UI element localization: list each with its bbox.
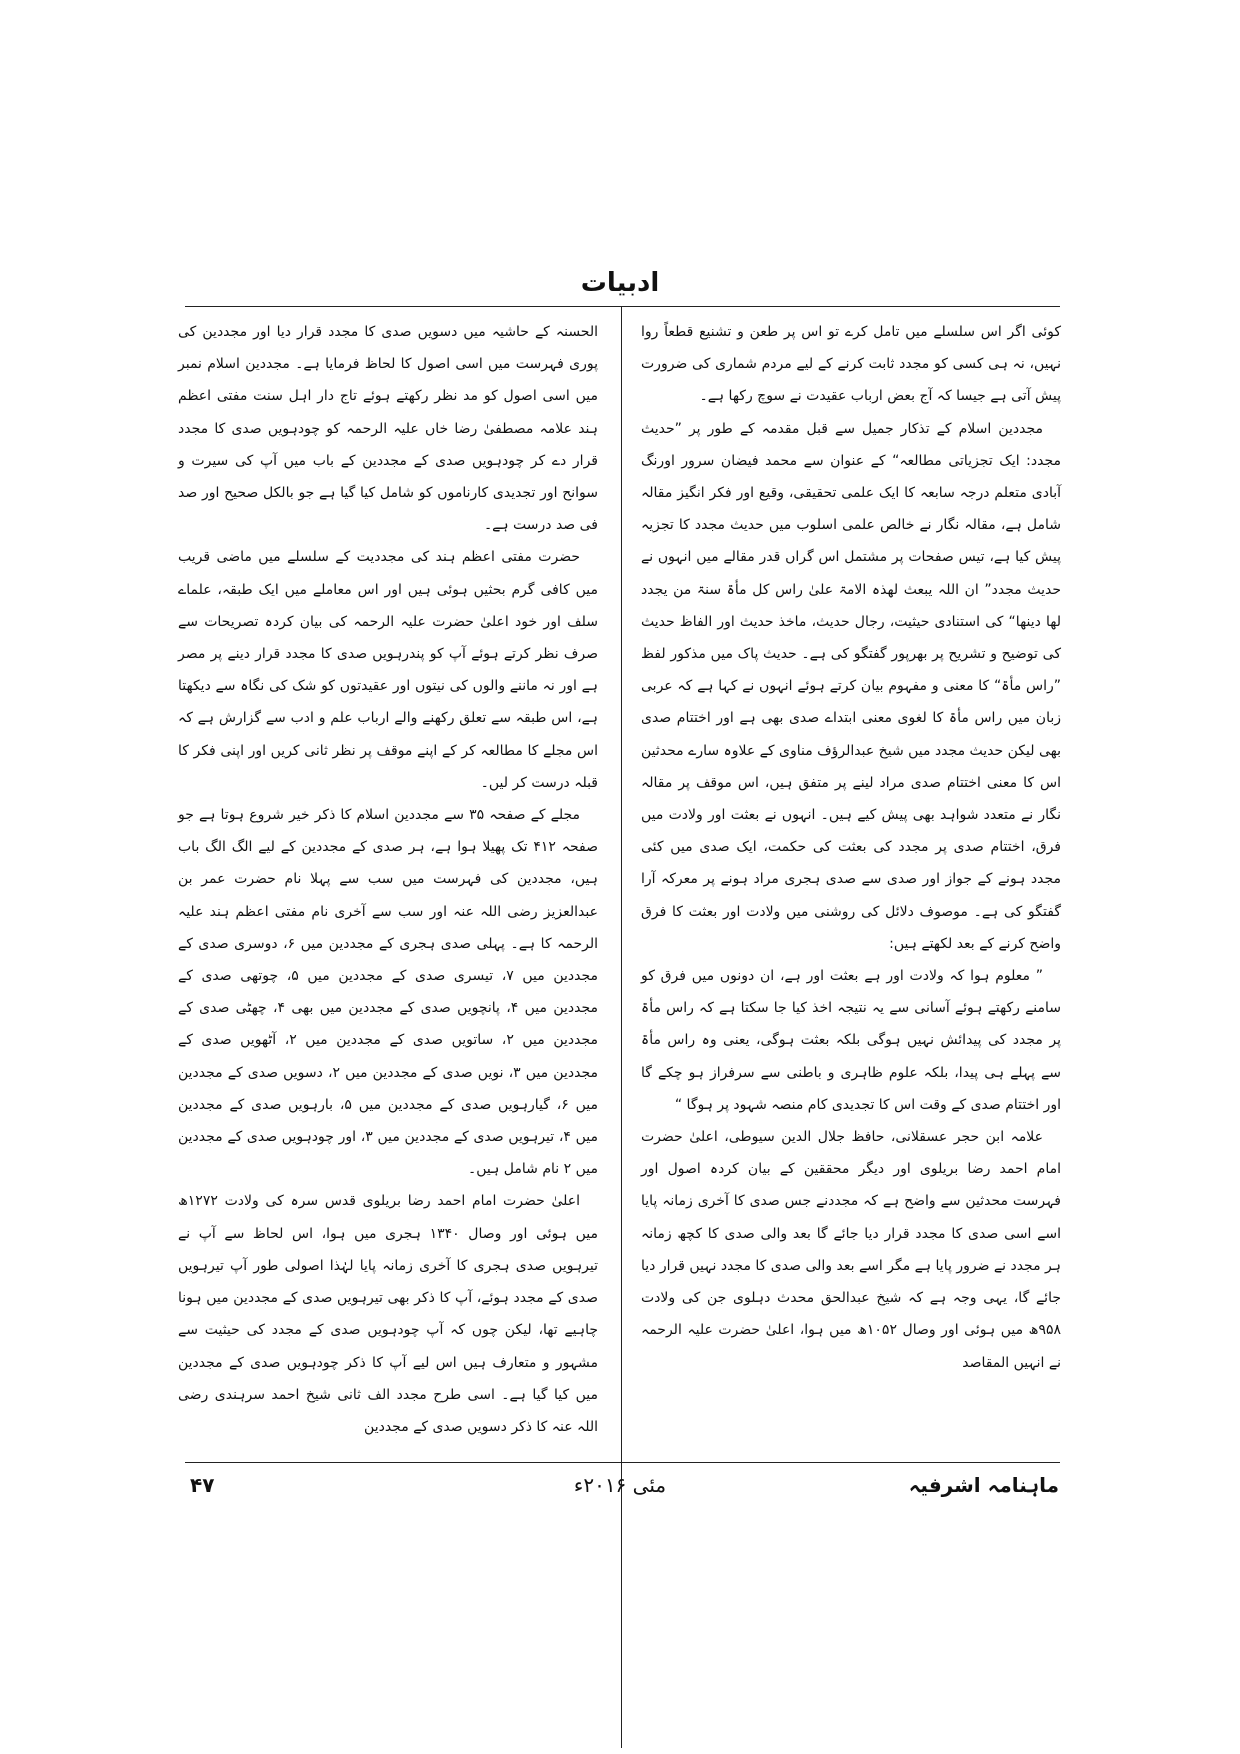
paragraph: مجددین اسلام کے تذکار جمیل سے قبل مقدمہ کے طور پر ”حدیث مجدد: ایک تجزیاتی مطالعہ“ کے عنوان سے محمد فیضان سرور اورنگ آبادی متعلم درجہ سابعہ کا ایک علمی تحقیقی، وقیع اور فکر انگیز مقالہ شامل ہے، مقالہ نگار نے خالص علمی اسلوب میں حدیث مجدد کا تجزیہ پیش کیا ہے، تیس صفحات پر مشتمل اس گراں قدر مقالے میں انہوں نے حدیث مجدد” ان اللہ یبعث لھذہ الامۃ علیٰ راس کل مأۃ سنۃ من یجدد لھا دینھا“ کی استنادی حیثیت، رجال حدیث، ماخذ حدیث اور الفاظ حدیث کی توضیح و تشریح پر بھرپور گفتگو کی ہے۔ حدیث پاک میں مذکور لفظ ”راس مأۃ“ کا معنی و مفہوم بیان کرتے ہوئے انہوں نے کہا ہے کہ عربی زبان میں راس مأۃ کا لغوی معنی ابتداے صدی بھی ہے اور اختتام صدی بھی لیکن حدیث مجدد میں شیخ عبدالرؤف مناوی کے علاوہ سارے محدثین اس کا معنی اختتام صدی مراد لینے پر متفق ہیں، اس موقف پر مقالہ نگار نے متعدد شواہد بھی پیش کیے ہیں۔ انہوں نے بعثت اور ولادت میں فرق، اختتام صدی پر مجدد کی بعثت کی حکمت، ایک صدی میں کئی مجدد ہونے کے جواز اور صدی سے صدی ہجری مراد ہونے پر معرکہ آرا گفتگو کی ہے۔ موصوف دلائل کی روشنی میں ولادت اور بعثت کا فرق واضح کرنے کے بعد لکھتے ہیں: bbox=[641, 420, 1061, 952]
paragraph: اعلیٰ حضرت امام احمد رضا بریلوی قدس سرہ کی ولادت ۱۲۷۲ھ میں ہوئی اور وصال ۱۳۴۰ ہجری میں ہوا، اس لحاظ سے آپ نے تیرہویں صدی ہجری کا آخری زمانہ پایا لہٰذا اصولی طور آپ تیرہویں صدی کے مجدد ہوئے، آپ کا ذکر بھی تیرہویں صدی کے مجددین میں ہونا چاہیے تھا، لیکن چوں کہ آپ چودہویں صدی کے مجدد کی حیثیت سے مشہور و متعارف ہیں اس لیے آپ کا ذکر چودہویں صدی کے مجددین میں کیا گیا ہے۔ اسی طرح مجدد الف ثانی شیخ احمد سرہندی رضی اللہ عنہ کا ذکر دسویں صدی کے مجددین bbox=[178, 1193, 598, 1435]
issue-date: مئی ۲۰۱۶ء bbox=[573, 1473, 667, 1497]
paragraph: کوئی اگر اس سلسلے میں تامل کرے تو اس پر طعن و تشنیع قطعاً روا نہیں، نہ ہی کسی کو مجدد ثابت کرنے کے لیے مردم شماری کی ضرورت پیش آتی ہے جیسا کہ آج بعض ارباب عقیدت نے سوچ رکھا ہے۔ bbox=[641, 324, 1061, 405]
footer-rule bbox=[185, 1462, 1060, 1463]
paragraph: حضرت مفتی اعظم ہند کی مجددیت کے سلسلے میں ماضی قریب میں کافی گرم بحثیں ہوئی ہیں اور اس معاملے میں ایک طبقہ، علماے سلف اور خود اعلیٰ حضرت علیہ الرحمہ کی بیان کردہ تصریحات سے صرف نظر کرتے ہوئے آپ کو پندرہویں صدی کا مجدد قرار دینے پر مصر ہے اور نہ ماننے والوں کی نیتوں اور عقیدتوں کو شک کی نگاہ سے دیکھتا ہے، اس طبقہ سے تعلق رکھنے والے ارباب علم و ادب سے گزارش ہے کہ اس مجلے کا مطالعہ کر کے اپنے موقف پر نظر ثانی کریں اور اپنی فکر کا قبلہ درست کر لیں۔ bbox=[178, 549, 598, 791]
right-column bbox=[641, 316, 1061, 1379]
page-number: ۴۷ bbox=[190, 1473, 215, 1497]
header-rule bbox=[185, 306, 1060, 307]
paragraph: علامہ ابن حجر عسقلانی، حافظ جلال الدین سیوطی، اعلیٰ حضرت امام احمد رضا بریلوی اور دیگر محققین کے بیان کردہ اصول اور فہرست محدثین سے واضح ہے کہ مجددنے جس صدی کا آخری زمانہ پایا اسے اسی صدی کا مجدد قرار دیا جائے گا بعد والی صدی کا کچھ زمانہ ہر مجدد نے ضرور پایا ہے مگر اسے بعد والی صدی کا مجدد نہیں قرار دیا جائے گا، یہی وجہ ہے کہ شیخ عبدالحق محدث دہلوی جن کی ولادت ۹۵۸ھ میں ہوئی اور وصال ۱۰۵۲ھ میں ہوا، اعلیٰ حضرت علیہ الرحمہ نے انہیں المقاصد bbox=[641, 1129, 1062, 1371]
magazine-name: ماہنامہ اشرفیہ bbox=[908, 1473, 1059, 1497]
section-title: ادبیات bbox=[580, 268, 660, 298]
paragraph: مجلے کے صفحہ ۳۵ سے مجددین اسلام کا ذکر خیر شروع ہوتا ہے جو صفحہ ۴۱۲ تک پھیلا ہوا ہے، ہر صدی کے مجددین کے لیے الگ الگ باب ہیں، مجددین کی فہرست میں سب سے پہلا نام حضرت عمر بن عبدالعزیز رضی اللہ عنہ اور سب سے آخری نام مفتی اعظم ہند علیہ الرحمہ کا ہے۔ پہلی صدی ہجری کے مجددین میں ۶، دوسری صدی کے مجددین میں ۷، تیسری صدی کے مجددین میں ۵، چوتھی صدی کے مجددین میں ۴، پانچویں صدی کے مجددین میں بھی ۴، چھٹی صدی کے مجددین میں ۲، ساتویں صدی کے مجددین میں ۲، آٹھویں صدی کے مجددین میں ۳، نویں صدی کے مجددین میں ۲، دسویں صدی کے مجددین میں ۶، گیارہویں صدی کے مجددین میں ۵، بارہویں صدی کے مجددین میں ۴، تیرہویں صدی کے مجددین میں ۳، اور چودہویں صدی کے مجددین میں ۲ نام شامل ہیں۔ bbox=[178, 807, 599, 1178]
paragraph: الحسنہ کے حاشیہ میں دسویں صدی کا مجدد قرار دیا اور مجددین کی پوری فہرست میں اسی اصول کا لحاظ فرمایا ہے۔ مجددین اسلام نمبر میں اسی اصول کو مد نظر رکھتے ہوئے تاج دار اہل سنت مفتی اعظم ہند علامہ مصطفیٰ رضا خاں علیہ الرحمہ کو چودہویں صدی کا مجدد قرار دے کر چودہویں صدی کے مجددین کے باب میں آپ کی سیرت و سوانح اور تجدیدی کارناموں کو شامل کیا گیا ہے جو بالکل صحیح اور صد فی صد درست ہے۔ bbox=[178, 324, 598, 534]
column-divider bbox=[621, 306, 622, 1748]
left-column bbox=[178, 316, 598, 1443]
quotation-paragraph: ” معلوم ہوا کہ ولادت اور ہے بعثت اور ہے، ان دونوں میں فرق کو سامنے رکھتے ہوئے آسانی سے یہ نتیجہ اخذ کیا جا سکتا ہے کہ راس مأۃ پر مجدد کی پیدائش نہیں ہوگی بلکہ بعثت ہوگی، یعنی وہ راس مأۃ سے پہلے ہی پیدا، بلکہ علوم ظاہری و باطنی سے سرفراز ہو چکے گا اور اختتام صدی کے وقت اس کا تجدیدی کام منصہ شہود پر ہوگا “ bbox=[641, 968, 1061, 1113]
